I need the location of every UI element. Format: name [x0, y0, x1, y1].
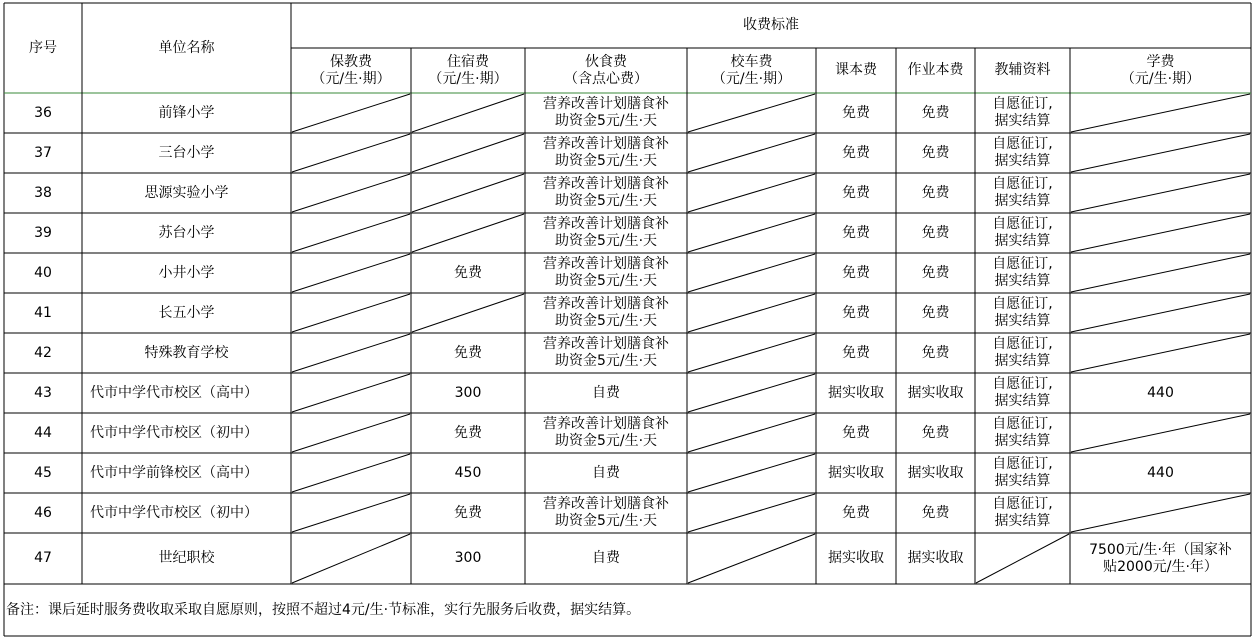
empty-slash [292, 454, 410, 492]
cell-index: 42 [34, 344, 52, 361]
cell-name: 思源实验小学 [144, 184, 229, 201]
cell-keben: 免费 [842, 424, 870, 441]
cell-keben: 免费 [842, 344, 870, 361]
cell-keben: 免费 [842, 224, 870, 241]
cell-zuoye: 免费 [921, 144, 950, 161]
cell-index: 38 [34, 184, 52, 201]
empty-slash [1071, 94, 1250, 132]
cell-jiaofu: 自愿征订, 据实结算 [992, 296, 1053, 329]
cell-huoshi: 营养改善计划膳食补 助资金5元/生·天 [543, 136, 669, 169]
empty-slash [1071, 334, 1250, 372]
empty-slash [292, 414, 410, 452]
cell-huoshi: 营养改善计划膳食补 助资金5元/生·天 [543, 496, 669, 529]
cell-name: 世纪职校 [158, 550, 215, 566]
empty-slash [292, 374, 410, 412]
cell-name: 前锋小学 [158, 104, 215, 121]
empty-slash [1071, 414, 1250, 452]
cell-xuefei: 7500元/生·年（国家补 贴2000元/生·年） [1089, 541, 1232, 575]
empty-slash [1071, 294, 1250, 332]
empty-slash [292, 134, 410, 172]
empty-slash [412, 94, 524, 132]
empty-slash [688, 334, 815, 372]
empty-slash [292, 174, 410, 212]
cell-jiaofu: 自愿征订, 据实结算 [992, 216, 1053, 249]
cell-zuoye: 免费 [921, 264, 950, 281]
cell-zhusu: 450 [454, 464, 482, 481]
empty-slash [292, 94, 410, 132]
cell-zuoye: 免费 [921, 224, 950, 241]
cell-xuefei: 440 [1147, 384, 1174, 401]
cell-huoshi: 自费 [592, 464, 620, 481]
empty-slash [688, 94, 815, 132]
cell-keben: 免费 [842, 104, 870, 121]
header-huoshi: 伙食费 （含点心费） [564, 53, 648, 87]
cell-huoshi: 营养改善计划膳食补 助资金5元/生·天 [543, 176, 669, 209]
cell-keben: 据实收取 [828, 464, 884, 481]
cell-zuoye: 免费 [921, 424, 950, 441]
header-jiaofu: 教辅资料 [994, 62, 1051, 78]
header-zuoye: 作业本费 [907, 62, 964, 78]
cell-zhusu: 300 [454, 384, 482, 401]
cell-huoshi: 营养改善计划膳食补 助资金5元/生·天 [543, 96, 669, 129]
cell-zuoye: 免费 [921, 504, 950, 521]
footnote: 备注：课后延时服务费收取采取自愿原则，按照不超过4元/生·节标准，实行先服务后收费，据实结算。 [6, 602, 641, 618]
cell-index: 46 [34, 504, 52, 521]
empty-slash [412, 174, 524, 212]
cell-index: 44 [34, 424, 52, 441]
header-baojiao: 保教费 （元/生·期） [311, 53, 391, 87]
empty-slash [1071, 254, 1250, 292]
cell-zuoye: 免费 [921, 184, 950, 201]
empty-slash [976, 534, 1069, 583]
cell-huoshi: 营养改善计划膳食补 助资金5元/生·天 [543, 216, 669, 249]
empty-slash [688, 174, 815, 212]
header-zhusu: 住宿费 （元/生·期） [428, 53, 508, 87]
empty-slash [688, 454, 815, 492]
cell-zhusu: 免费 [454, 264, 482, 281]
cell-name: 代市中学前锋校区（高中） [90, 464, 258, 481]
cell-zhusu: 免费 [454, 424, 482, 441]
cell-zuoye: 免费 [921, 104, 950, 121]
header-xiaoche: 校车费 （元/生·期） [711, 53, 792, 87]
empty-slash [688, 534, 815, 583]
cell-jiaofu: 自愿征订, 据实结算 [992, 376, 1053, 409]
cell-jiaofu: 自愿征订, 据实结算 [992, 456, 1053, 489]
cell-name: 苏台小学 [158, 224, 215, 241]
empty-slash [292, 494, 410, 532]
cell-jiaofu: 自愿征订, 据实结算 [992, 336, 1053, 369]
cell-index: 43 [34, 384, 52, 401]
cell-huoshi: 营养改善计划膳食补 助资金5元/生·天 [543, 416, 669, 449]
cell-index: 41 [34, 304, 52, 321]
empty-slash [412, 134, 524, 172]
cell-keben: 免费 [842, 264, 870, 281]
cell-huoshi: 营养改善计划膳食补 助资金5元/生·天 [543, 336, 669, 369]
cell-name: 特殊教育学校 [144, 344, 229, 361]
cell-jiaofu: 自愿征订, 据实结算 [992, 256, 1053, 289]
empty-slash [412, 294, 524, 332]
header-fee-standard: 收费标准 [743, 17, 799, 33]
cell-keben: 免费 [842, 304, 870, 321]
cell-keben: 免费 [842, 144, 870, 161]
cell-index: 39 [34, 224, 52, 241]
cell-index: 45 [34, 464, 52, 481]
empty-slash [688, 374, 815, 412]
cell-name: 代市中学代市校区（初中） [90, 424, 258, 441]
header-xuefei: 学费 （元/生·期） [1120, 53, 1201, 87]
cell-jiaofu: 自愿征订, 据实结算 [992, 496, 1053, 529]
empty-slash [412, 214, 524, 252]
cell-zuoye: 据实收取 [907, 464, 964, 481]
empty-slash [292, 294, 410, 332]
empty-slash [1071, 134, 1250, 172]
empty-slash [688, 294, 815, 332]
header-keben: 课本费 [835, 62, 877, 78]
cell-jiaofu: 自愿征订, 据实结算 [992, 96, 1053, 129]
empty-slash [1071, 494, 1250, 532]
cell-name: 代市中学代市校区（高中） [90, 384, 258, 401]
header-index: 序号 [29, 39, 57, 56]
cell-keben: 免费 [842, 504, 870, 521]
cell-index: 47 [34, 550, 52, 566]
empty-slash [688, 214, 815, 252]
cell-zuoye: 据实收取 [907, 550, 964, 566]
cell-zuoye: 免费 [921, 304, 950, 321]
cell-huoshi: 自费 [592, 384, 620, 401]
cell-jiaofu: 自愿征订, 据实结算 [992, 416, 1053, 449]
cell-zhusu: 300 [454, 550, 482, 566]
cell-name: 小井小学 [158, 264, 215, 281]
empty-slash [688, 134, 815, 172]
cell-keben: 据实收取 [828, 550, 884, 566]
cell-zhusu: 免费 [454, 344, 482, 361]
empty-slash [688, 254, 815, 292]
empty-slash [292, 334, 410, 372]
cell-index: 36 [34, 104, 52, 121]
empty-slash [292, 254, 410, 292]
cell-huoshi: 营养改善计划膳食补 助资金5元/生·天 [543, 256, 669, 289]
cell-keben: 据实收取 [828, 384, 884, 401]
cell-zuoye: 免费 [921, 344, 950, 361]
empty-slash [292, 214, 410, 252]
cell-huoshi: 自费 [592, 550, 620, 566]
cell-index: 37 [34, 144, 52, 161]
cell-huoshi: 营养改善计划膳食补 助资金5元/生·天 [543, 296, 669, 329]
cell-name: 长五小学 [158, 304, 215, 321]
cell-xuefei: 440 [1147, 464, 1174, 481]
cell-jiaofu: 自愿征订, 据实结算 [992, 136, 1053, 169]
empty-slash [688, 414, 815, 452]
cell-zuoye: 据实收取 [907, 384, 964, 401]
cell-name: 代市中学代市校区（初中） [90, 504, 258, 521]
cell-index: 40 [34, 264, 52, 281]
header-unit-name: 单位名称 [158, 39, 215, 56]
empty-slash [688, 494, 815, 532]
cell-name: 三台小学 [158, 144, 215, 161]
cell-jiaofu: 自愿征订, 据实结算 [992, 176, 1053, 209]
cell-keben: 免费 [842, 184, 870, 201]
empty-slash [1071, 214, 1250, 252]
empty-slash [292, 534, 410, 583]
cell-zhusu: 免费 [454, 504, 482, 521]
empty-slash [1071, 174, 1250, 212]
